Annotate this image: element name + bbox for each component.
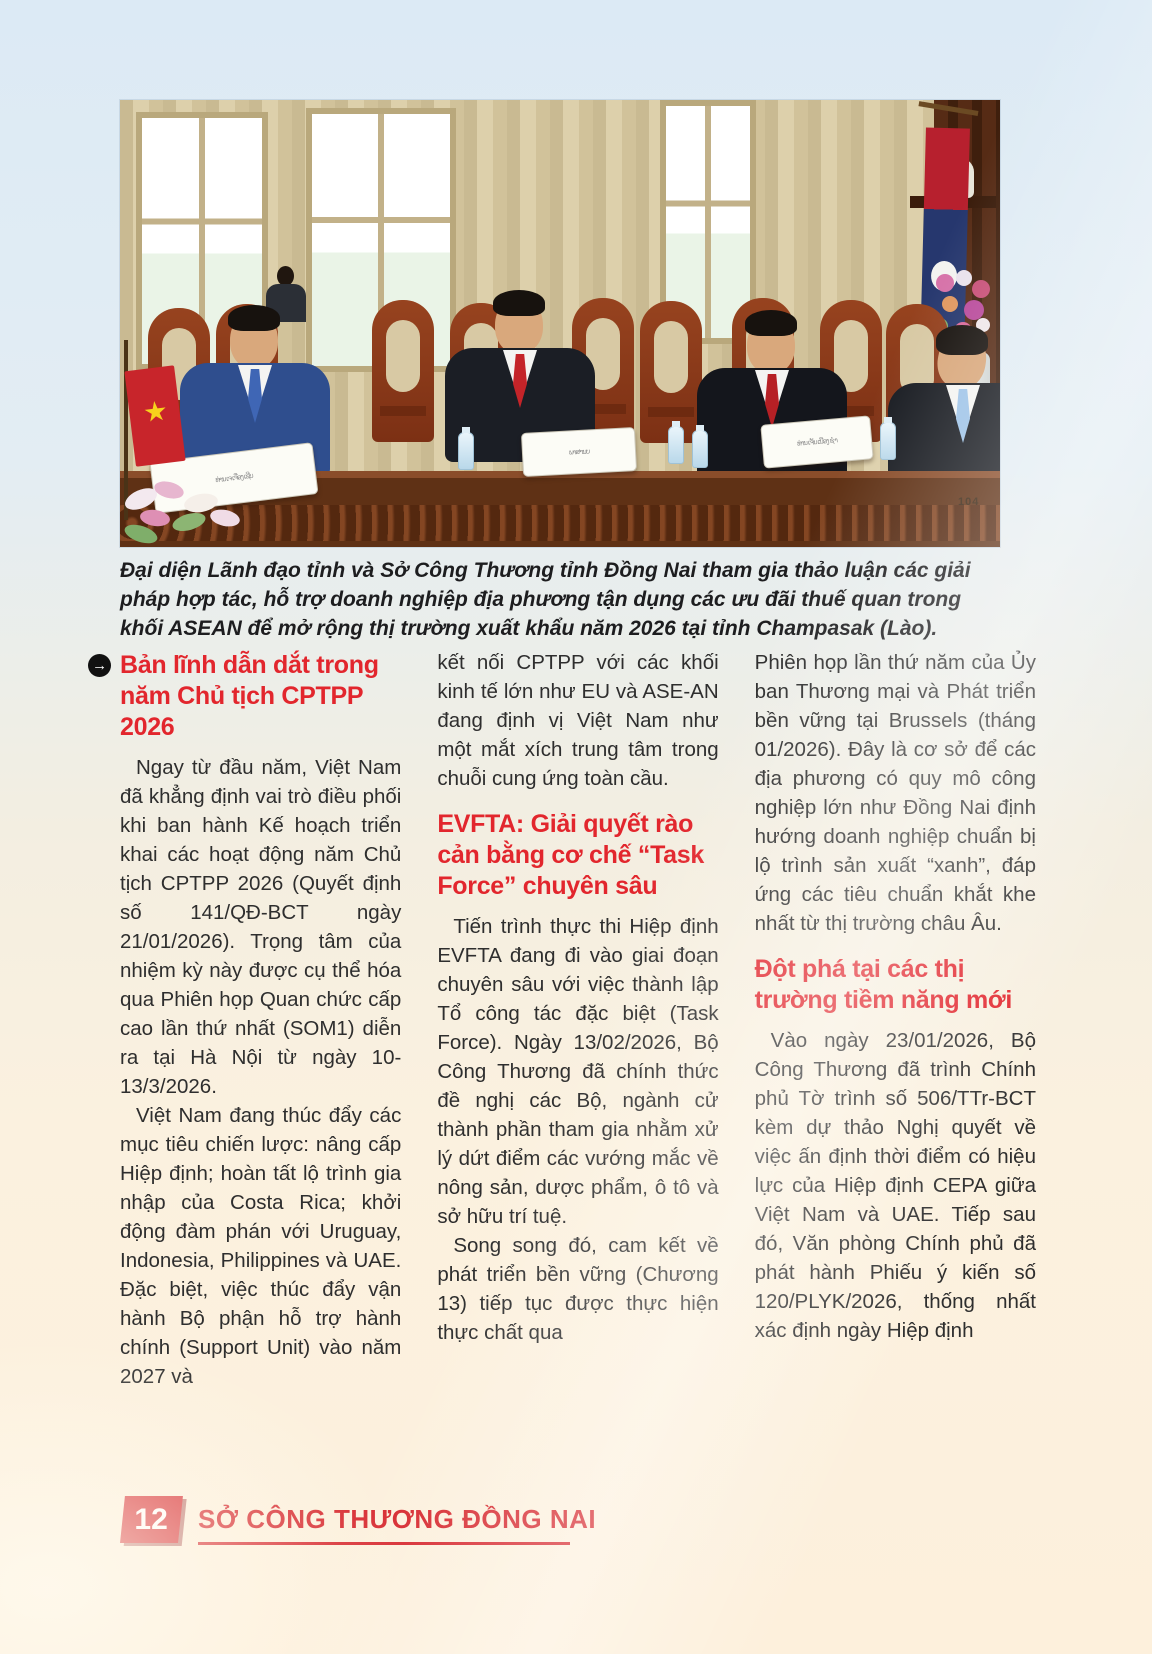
- column-1: [92, 648, 402, 1391]
- paragraph: Phiên họp lần thứ năm của Ủy ban Thương mại và Phát triển bền vững tại Brussels (tháng 01/2026). Đây là cơ sở để các địa phương có quy mô công nghiệp lớn như Đồng Nai định hướng doanh nghiệp chuẩn bị lộ trình sản xuất “xanh”, đáp ứng các tiêu chuẩn khắt khe nhất từ thị trường châu Âu.: [754, 651, 1036, 935]
- paragraph: Vào ngày 23/01/2026, Bộ Công Thương đã trình Chính phủ Tờ trình số 506/TTr-BCT kèm dự thảo Nghị quyết về việc ấn định thời điểm có hiệu lực của Hiệp định CEPA giữa Việt Nam và UAE. Tiếp sau đó, Văn phòng Chính phủ đã phát hành Phiếu ý kiến số 120/PLYK/2026, thống nhất xác định ngày Hiệp định: [754, 1029, 1036, 1342]
- column-2: [437, 648, 718, 1391]
- section-heading-dot-pha: Đột phá tại các thị trường tiềm năng mới: [754, 955, 1013, 1014]
- paragraph: Tiến trình thực thi Hiệp định EVFTA đang đi vào giai đoạn chuyên sâu với việc thành lập Tổ công tác đặc biệt (Task Force). Ngày 13/02/2026, Bộ Công Thương đã chính thức đề nghị các Bộ, ngành cử thành phần tham gia nhằm xử lý dứt điểm các vướng mắc về nông sản, dược phẩm, ô tô và sở hữu trí tuệ.: [437, 915, 719, 1228]
- wooden-chair: [372, 300, 434, 442]
- page-number: 12: [134, 1502, 169, 1536]
- delegate-figure: [878, 325, 1000, 485]
- section-heading-text: Bản lĩnh dẫn dắt trong năm Chủ tịch CPTPP 2026: [120, 651, 379, 741]
- section-heading-evfta: EVFTA: Giải quyết rào cản bằng cơ chế “Task Force” chuyên sâu: [437, 810, 704, 900]
- article-columns: [92, 648, 1036, 1391]
- page-number-badge: [120, 1496, 183, 1543]
- section-heading-cptpp: [92, 650, 401, 743]
- paragraph: kết nối CPTPP với các khối kinh tế lớn như EU và ASE-AN đang định vị Việt Nam như một mắt xích trung tâm trong chuỗi cung ứng toàn cầu.: [437, 651, 719, 790]
- page-footer: [120, 1496, 1036, 1550]
- meeting-photo: [120, 100, 1000, 547]
- paragraph: Ngay từ đầu năm, Việt Nam đã khẳng định vai trò điều phối khi ban hành Kế hoạch triển khai các hoạt động năm Chủ tịch CPTPP 2026 (Quyết định số 141/QĐ-BCT ngày 21/01/2026). Trọng tâm của nhiệm kỳ này được cụ thể hóa qua Phiên họp Quan chức cấp cao lần thứ nhất (SOM1) diễn ra tại Hà Nội từ ngày 10-13/3/2026.: [120, 756, 402, 1098]
- water-bottle: [668, 426, 684, 464]
- footer-rule: [198, 1542, 570, 1545]
- paragraph: Việt Nam đang thúc đẩy các mục tiêu chiến lược: nâng cấp Hiệp định; hoàn tất lộ trình gia nhập của Costa Rica; khởi động đàm phán với Uruguay, Indonesia, Philippines và UAE. Đặc biệt, việc thúc đẩy vận hành Bộ phận hỗ trợ hành chính (Support Unit) vào năm 2027 và: [120, 1104, 402, 1388]
- water-bottle: [692, 430, 708, 468]
- water-bottle: [880, 422, 896, 460]
- water-bottle: [458, 432, 474, 470]
- footer-title: SỞ CÔNG THƯƠNG ĐỒNG NAI: [198, 1504, 597, 1534]
- room-number-label: 104: [958, 496, 980, 508]
- name-plate: ພາສານບ: [521, 427, 637, 477]
- photo-caption: Đại diện Lãnh đạo tỉnh và Sở Công Thương tỉnh Đồng Nai tham gia thảo luận các giải pháp hợp tác, hỗ trợ doanh nghiệp địa phương tận dụng các ưu đãi thuế quan trong khối ASEAN để mở rộng thị trường xuất khẩu năm 2026 tại tỉnh Champasak (Lào).: [120, 559, 971, 640]
- lily-bouquet: [120, 480, 250, 547]
- name-plate: ທ່ານ ເຈັນ ເນືອງ ຊຳ: [760, 415, 873, 468]
- name-plate: ທ່ານ ເຈ ເຈືອງ ເຊີບ: [149, 442, 318, 514]
- circle-arrow-bullet-icon: →: [88, 654, 111, 677]
- table-carving: [120, 505, 1000, 541]
- paragraph: Song song đó, cam kết về phát triển bền vững (Chương 13) tiếp tục được thực hiện thực chất qua: [437, 1234, 719, 1344]
- column-3: [755, 648, 1036, 1391]
